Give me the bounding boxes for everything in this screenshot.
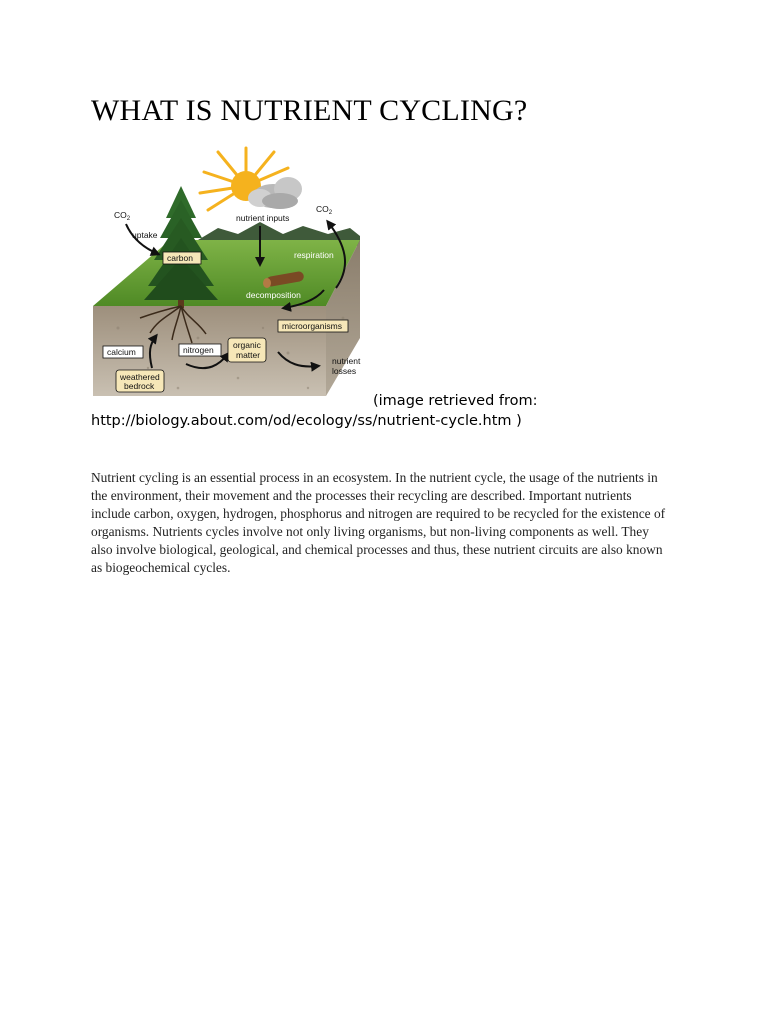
svg-text:bedrock: bedrock xyxy=(124,381,155,391)
nutrient-inputs-label: nutrient inputs xyxy=(236,213,290,223)
svg-text:organic: organic xyxy=(233,340,261,350)
microorganisms-label: microorganisms xyxy=(282,321,342,331)
svg-text:CO2: $CO_2$ xyxy=(316,204,333,216)
calcium-label: calcium xyxy=(107,347,136,357)
svg-text:losses: losses xyxy=(332,366,357,376)
nitrogen-label: nitrogen xyxy=(183,345,214,355)
page-title: WHAT IS NUTRIENT CYCLING? xyxy=(91,94,528,127)
image-credit-line1: (image retrieved from: xyxy=(373,393,538,409)
image-credit xyxy=(91,391,561,431)
svg-text:nutrient: nutrient xyxy=(332,356,361,366)
svg-text:CO2: $CO_2$ xyxy=(114,210,131,222)
svg-text:matter: matter xyxy=(236,350,261,360)
decomposition-label: decomposition xyxy=(246,290,301,300)
nutrient-cycle-illustration xyxy=(88,138,370,400)
carbon-label: carbon xyxy=(167,253,193,263)
svg-text:weathered: weathered xyxy=(120,372,160,382)
body-paragraph: Nutrient cycling is an essential process in an ecosystem. In the nutrient cycle, the usage of the nutrients in the environment, their movement and the processes their recycling are described. Important nutrients include carbon, oxygen, hydrogen, phosphorus and nitrogen are required to be recycled for the existence of organisms. Nutrients cycles involve not only living organisms, but non-living components as well. They also involve biological, geological, and chemical processes and thus, these nutrient circuits are also known as biogeochemical cycles. xyxy=(91,470,666,575)
image-credit-url: http://biology.about.com/od/ecology/ss/nutrient-cycle.htm ) xyxy=(91,413,522,429)
respiration-label: respiration xyxy=(294,250,334,260)
uptake-label: uptake xyxy=(132,230,158,240)
